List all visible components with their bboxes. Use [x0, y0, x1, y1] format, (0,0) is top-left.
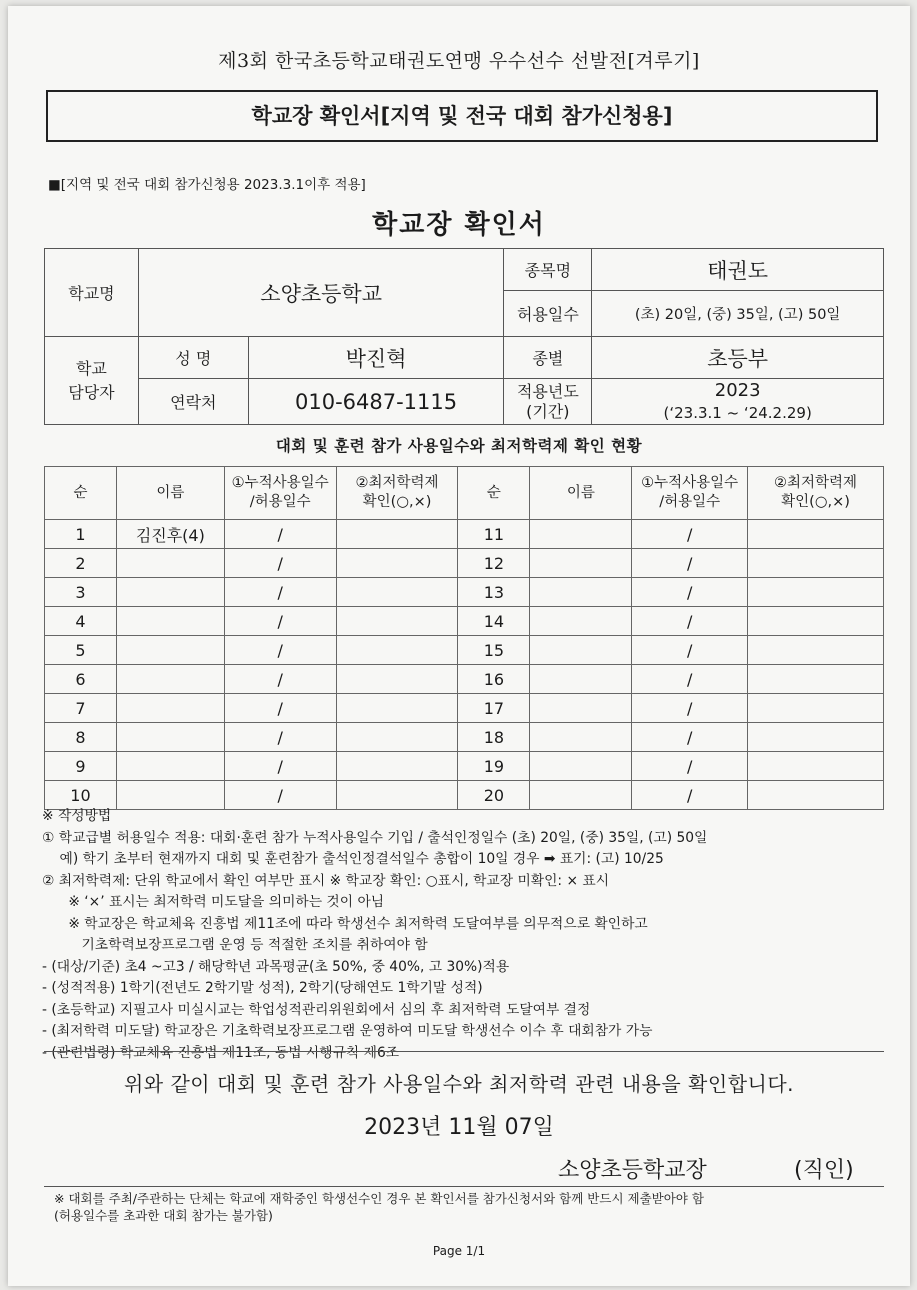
- cell-left-name: [116, 549, 224, 578]
- cell-left-days: /: [224, 520, 336, 549]
- cell-left-name: [116, 578, 224, 607]
- footer-note-2: (허용일수를 초과한 대회 참가는 불가함): [54, 1208, 273, 1223]
- header-check-right: [748, 467, 884, 520]
- footer-notes: [54, 1190, 894, 1224]
- header-name: 이름: [116, 467, 224, 520]
- cell-right-name: [530, 520, 632, 549]
- instruction-line: 예) 학기 초부터 현재까지 대회 및 훈련참가 출석인정결석일수 총합이 10일 경우 ➡ 표기: (고) 10/25: [42, 851, 664, 867]
- allowed-label: 허용일수: [504, 291, 592, 337]
- cell-left-no: 10: [45, 781, 117, 810]
- instruction-line: ② 최저학력제: 단위 학교에서 확인 여부만 표시 ※ 학교장 확인: ○표시, 학교장 미확인: × 표시: [42, 872, 610, 889]
- cell-right-days: /: [632, 752, 748, 781]
- table-row: [45, 607, 884, 636]
- cell-right-days: /: [632, 781, 748, 810]
- cell-right-no: 20: [458, 781, 530, 810]
- name-label: 성 명: [138, 337, 248, 379]
- cell-left-days: /: [224, 607, 336, 636]
- cell-right-name: [530, 723, 632, 752]
- principal-signature: 소양초등학교장: [558, 1158, 707, 1183]
- cell-left-days: /: [224, 578, 336, 607]
- table-row: [45, 636, 884, 665]
- confirm-date: 2023년 11월 07일: [364, 1115, 554, 1140]
- school-label: 학교명: [45, 249, 139, 337]
- cell-right-name: [530, 752, 632, 781]
- box-title: 학교장 확인서[지역 및 전국 대회 참가신청용]: [251, 104, 673, 128]
- table-row: [45, 694, 884, 723]
- confirm-statement: 위와 같이 대회 및 훈련 참가 사용일수와 최저학력 관련 내용을 확인합니다.: [123, 1072, 795, 1096]
- cell-right-days: /: [632, 520, 748, 549]
- cell-left-days: /: [224, 636, 336, 665]
- instruction-line: ※ 작성방법: [42, 808, 112, 824]
- header-days: [224, 467, 336, 520]
- event-label: 종목명: [504, 249, 592, 291]
- cell-left-name: [116, 752, 224, 781]
- category-value: 초등부: [592, 337, 884, 379]
- school-value: 소양초등학교: [138, 249, 504, 337]
- header-days-right-line1: ①누적사용일수: [641, 475, 739, 491]
- category-label: 종별: [504, 337, 592, 379]
- instructions: [42, 806, 892, 1064]
- cell-right-check: [748, 549, 884, 578]
- cell-left-days: /: [224, 781, 336, 810]
- cell-left-check: [336, 694, 458, 723]
- instruction-line: - (최저학력 미도달) 학교장은 기초학력보장프로그램 운영하여 미도달 학생선수 이수 후 대회참가 가능: [42, 1023, 653, 1039]
- year-value-cell: [592, 379, 884, 425]
- header-no-right: 순: [458, 467, 530, 520]
- header-check-line2: 확인(○,×): [362, 494, 432, 510]
- cell-right-name: [530, 607, 632, 636]
- header-check: [336, 467, 458, 520]
- cell-left-name: [116, 694, 224, 723]
- instruction-line: - (대상/기준) 초4 ~고3 / 해당학년 과목평균(초 50%, 중 40%, 고 30%)적용: [42, 958, 510, 975]
- cell-right-check: [748, 607, 884, 636]
- cell-left-no: 3: [45, 578, 117, 607]
- cell-right-no: 16: [458, 665, 530, 694]
- cell-right-no: 17: [458, 694, 530, 723]
- header-check-right-line1: ②최저학력제: [774, 475, 858, 491]
- instruction-line: - (성적적용) 1학기(전년도 2학기말 성적), 2학기(당해연도 1학기말 성적): [42, 980, 483, 996]
- cell-left-no: 4: [45, 607, 117, 636]
- cell-right-no: 12: [458, 549, 530, 578]
- cell-right-days: /: [632, 665, 748, 694]
- year-label: 적용년도: [516, 381, 579, 401]
- divider-footer: [44, 1186, 884, 1187]
- cell-right-check: [748, 752, 884, 781]
- table-row: [45, 665, 884, 694]
- cell-left-days: /: [224, 665, 336, 694]
- cell-left-name: [116, 665, 224, 694]
- cell-right-days: /: [632, 578, 748, 607]
- cell-left-no: 9: [45, 752, 117, 781]
- cell-left-check: [336, 520, 458, 549]
- cell-right-name: [530, 694, 632, 723]
- table-row: [45, 578, 884, 607]
- header-check-line1: ②최저학력제: [355, 475, 439, 491]
- cell-right-days: /: [632, 694, 748, 723]
- cell-left-days: /: [224, 752, 336, 781]
- cell-left-name: [116, 607, 224, 636]
- footer-note-1: ※ 대회를 주최/주관하는 단체는 학교에 재학중인 학생선수인 경우 본 확인서를 참가신청서와 함께 반드시 제출받아야 함: [54, 1191, 704, 1206]
- records-title: 대회 및 훈련 참가 사용일수와 최저학력제 확인 현황: [275, 437, 643, 455]
- cell-left-no: 5: [45, 636, 117, 665]
- year-value: 2023: [714, 379, 761, 401]
- cell-right-check: [748, 723, 884, 752]
- pretitle: 제3회 한국초등학교태권도연맹 우수선수 선발전[겨루기]: [218, 50, 700, 72]
- cell-left-name: [116, 636, 224, 665]
- header-days-line1: ①누적사용일수: [231, 475, 329, 491]
- cell-left-check: [336, 607, 458, 636]
- title-box: [46, 90, 878, 142]
- cell-right-no: 14: [458, 607, 530, 636]
- cell-right-name: [530, 549, 632, 578]
- contact-value: 010-6487-1115: [248, 379, 504, 425]
- instruction-line: ① 학교급별 허용일수 적용: 대회·훈련 참가 누적사용일수 기입 / 출석인정일수 (초) 20일, (중) 35일, (고) 50일: [42, 829, 708, 846]
- manager-label: 학교 담당자: [45, 337, 139, 425]
- header-name-right: 이름: [530, 467, 632, 520]
- records-table: [44, 466, 884, 810]
- cell-left-check: [336, 723, 458, 752]
- cell-right-days: /: [632, 549, 748, 578]
- header-days-right: [632, 467, 748, 520]
- cell-left-check: [336, 549, 458, 578]
- contact-label: 연락처: [138, 379, 248, 425]
- cell-left-check: [336, 752, 458, 781]
- cell-left-no: 6: [45, 665, 117, 694]
- cell-right-no: 13: [458, 578, 530, 607]
- cell-right-name: [530, 636, 632, 665]
- cell-left-days: /: [224, 549, 336, 578]
- header-days-right-line2: /허용일수: [659, 494, 721, 510]
- table-row: [45, 752, 884, 781]
- cell-right-no: 19: [458, 752, 530, 781]
- cell-left-check: [336, 665, 458, 694]
- year-period: (‘23.3.1 ~ ‘24.2.29): [663, 403, 812, 422]
- cell-left-no: 7: [45, 694, 117, 723]
- instruction-line: - (초등학교) 지필고사 미실시교는 학업성적관리위원회에서 심의 후 최저학력 도달여부 결정: [42, 1001, 591, 1018]
- cell-right-days: /: [632, 636, 748, 665]
- cell-left-name: 김진후(4): [116, 520, 224, 549]
- cell-right-check: [748, 694, 884, 723]
- instruction-line: 기초학력보장프로그램 운영 등 적절한 조치를 취하여야 함: [42, 937, 428, 953]
- year-label-cell: [504, 379, 592, 425]
- cell-right-no: 15: [458, 636, 530, 665]
- notice-line: ■[지역 및 전국 대회 참가신청용 2023.3.1이후 적용]: [48, 177, 366, 193]
- header-days-line2: /허용일수: [249, 494, 311, 510]
- instruction-line: - (관련법령) 학교체육 진흥법 제11조, 동법 시행규칙 제6조: [42, 1044, 400, 1061]
- divider: [44, 1051, 884, 1052]
- cell-left-check: [336, 636, 458, 665]
- cell-left-days: /: [224, 723, 336, 752]
- name-value: 박진혁: [248, 337, 504, 379]
- header-check-right-line2: 확인(○,×): [781, 494, 850, 510]
- cell-right-check: [748, 636, 884, 665]
- cell-right-check: [748, 665, 884, 694]
- official-seal: (직인): [794, 1158, 854, 1183]
- table-row: [45, 520, 884, 549]
- main-title: 학교장 확인서: [372, 210, 546, 240]
- cell-left-days: /: [224, 694, 336, 723]
- table-row: [45, 549, 884, 578]
- cell-right-no: 11: [458, 520, 530, 549]
- table-row: [45, 723, 884, 752]
- records-body: [45, 467, 884, 810]
- instruction-line: ※ ‘×’ 표시는 최저학력 미도달을 의미하는 것이 아님: [42, 894, 385, 910]
- cell-right-name: [530, 578, 632, 607]
- cell-right-name: [530, 665, 632, 694]
- document-page: [8, 6, 910, 1286]
- cell-right-days: /: [632, 723, 748, 752]
- allowed-value: (초) 20일, (중) 35일, (고) 50일: [592, 291, 884, 337]
- year-label-period: (기간): [526, 401, 570, 421]
- info-table: [44, 248, 884, 425]
- cell-left-no: 2: [45, 549, 117, 578]
- cell-left-check: [336, 578, 458, 607]
- cell-left-no: 1: [45, 520, 117, 549]
- cell-right-days: /: [632, 607, 748, 636]
- cell-right-check: [748, 520, 884, 549]
- header-no: 순: [45, 467, 117, 520]
- page-number: Page 1/1: [432, 1244, 486, 1258]
- cell-right-no: 18: [458, 723, 530, 752]
- instruction-line: ※ 학교장은 학교체육 진흥법 제11조에 따라 학생선수 최저학력 도달여부를 의무적으로 확인하고: [42, 915, 648, 932]
- cell-left-no: 8: [45, 723, 117, 752]
- cell-right-check: [748, 578, 884, 607]
- cell-left-name: [116, 723, 224, 752]
- event-value: 태권도: [592, 249, 884, 291]
